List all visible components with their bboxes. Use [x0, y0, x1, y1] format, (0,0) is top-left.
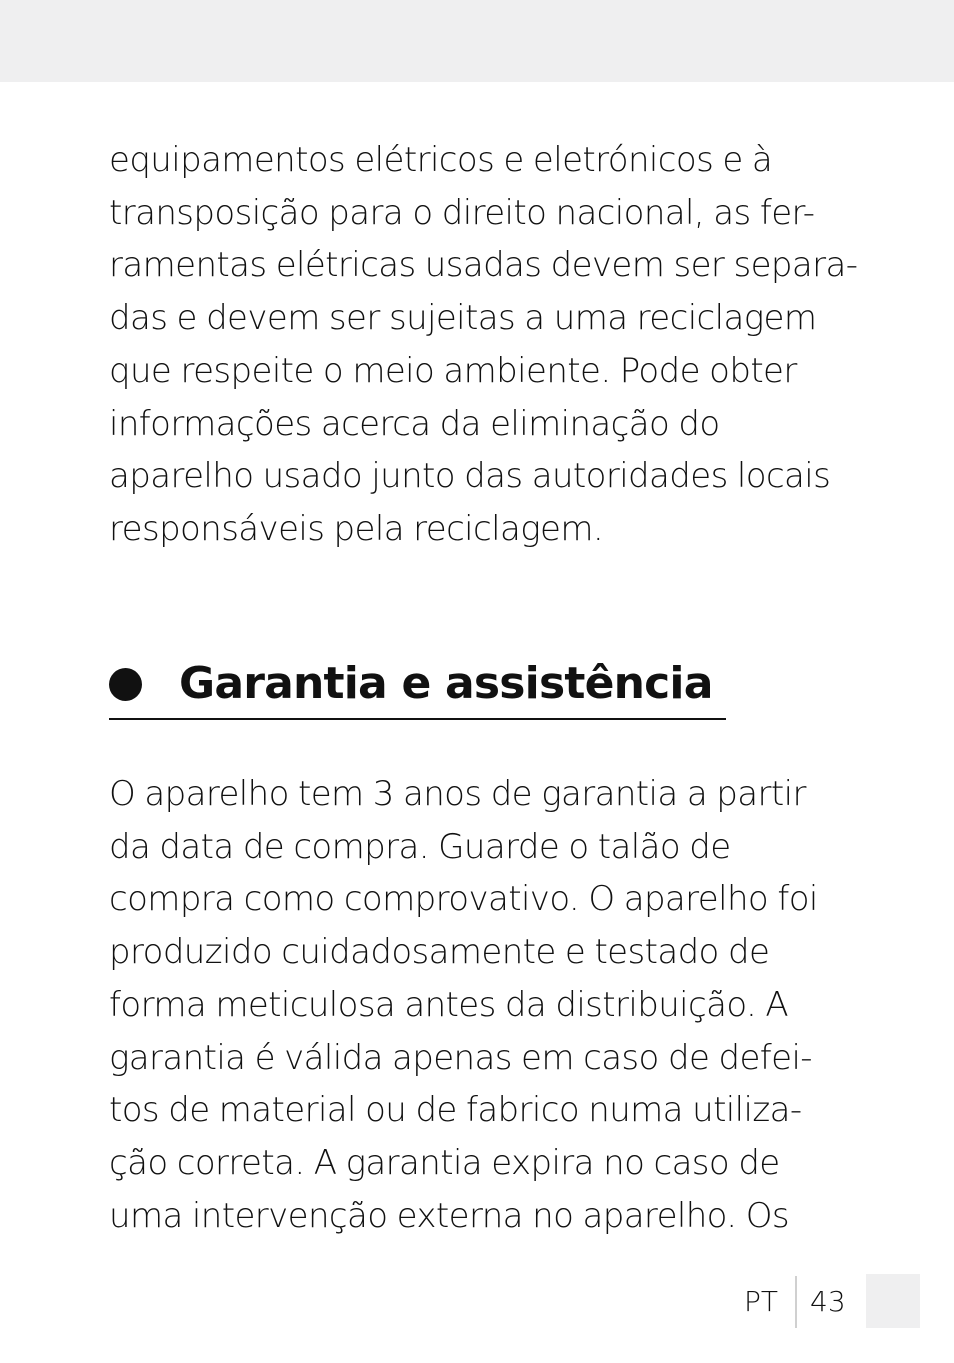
text-line: que respeite o meio ambiente. Pode obter: [109, 350, 797, 391]
text-line: das e devem ser sujeitas a uma reciclagem: [109, 298, 817, 339]
text-line: responsáveis pela reciclagem.: [109, 508, 604, 549]
text-line: transposição para o direito nacional, as fer-: [109, 192, 815, 233]
text-line: da data de compra. Guarde o talão de: [109, 826, 731, 867]
top-margin-band: [0, 0, 954, 82]
text-line: ção correta. A garantia expira no caso de: [109, 1142, 780, 1183]
section-heading: Garantia e assistência: [179, 658, 713, 709]
bullet-dot-icon: [109, 668, 142, 701]
footer-page-number: 43: [810, 1285, 846, 1318]
paragraph-warranty: [109, 768, 869, 1242]
text-line: forma meticulosa antes da distribuição. A: [109, 984, 789, 1025]
text-line: ramentas elétricas usadas devem ser separa-: [109, 245, 858, 286]
text-line: informações acerca da eliminação do: [109, 403, 720, 444]
section-heading-block: [109, 650, 726, 720]
text-line: uma intervenção externa no aparelho. Os: [109, 1195, 789, 1236]
text-line: compra como comprovativo. O aparelho foi: [109, 879, 818, 920]
footer-language: PT: [744, 1285, 778, 1318]
text-line: produzido cuidadosamente e testado de: [109, 932, 770, 973]
text-line: aparelho usado junto das autoridades locais: [109, 456, 831, 497]
text-line: garantia é válida apenas em caso de defei-: [109, 1037, 812, 1078]
text-line: equipamentos elétricos e eletrónicos e à: [109, 140, 773, 180]
text-line: O aparelho tem 3 anos de garantia a partir: [109, 774, 806, 814]
footer-thumb-tab: [866, 1274, 920, 1328]
footer-divider: [795, 1276, 797, 1328]
paragraph-disposal: [109, 134, 869, 556]
text-line: tos de material ou de fabrico numa utiliza-: [109, 1090, 802, 1131]
